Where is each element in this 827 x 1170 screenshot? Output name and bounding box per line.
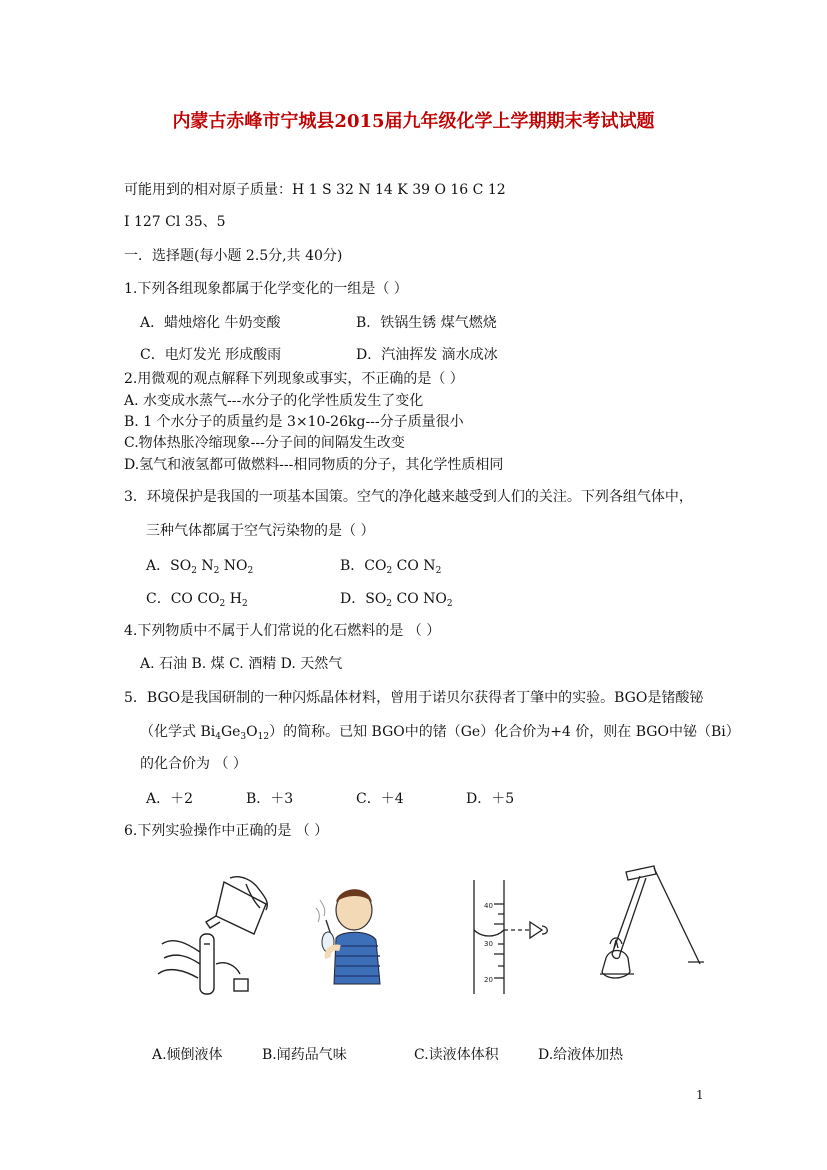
heating-liquid-illustration <box>594 862 704 997</box>
question-3-option-c: C．CO $CO_2$ $H_2$ <box>146 591 248 609</box>
question-2-stem: 2.用微观的观点解释下列现象或事实，不正确的是（ ） <box>124 371 464 387</box>
section-heading: 一．选择题(每小题 2.5分,共 40分) <box>124 248 343 264</box>
reading-volume-illustration <box>464 874 554 999</box>
question-4-stem: 4.下列物质中不属于人们常说的化石燃料的是 （ ） <box>124 623 441 639</box>
question-3-option-a: A．$SO_2$ $N_2$ $NO_2$ <box>146 558 254 576</box>
question-4-options: A. 石油 B. 煤 C. 酒精 D. 天然气 <box>140 656 343 672</box>
question-6-stem: 6.下列实验操作中正确的是 （ ） <box>124 823 329 839</box>
atomic-mass-line-1: 可能用到的相对原子质量：H 1 S 32 N 14 K 39 O 16 C 12 <box>124 182 506 198</box>
question-3-option-b: B．$CO_2$ CO $N_2$ <box>340 558 442 576</box>
question-3-stem-line-2: 三种气体都属于空气污染物的是（ ） <box>146 523 375 539</box>
question-5-option-d: D．＋5 <box>466 791 515 807</box>
question-3-stem-line-1: 3．环境保护是我国的一项基本国策。空气的净化越来越受到人们的关注。下列各组气体中， <box>124 489 693 505</box>
question-1-option-a: A．蜡烛熔化 牛奶变酸 <box>140 315 281 331</box>
smelling-odor-illustration <box>312 880 392 992</box>
question-5-option-b: B．＋3 <box>246 791 294 807</box>
figure-caption-c: C.读液体体积 <box>414 1047 499 1063</box>
page-number: 1 <box>696 1088 704 1102</box>
question-3-option-d: D．$SO_2$ CO $NO_2$ <box>340 591 453 609</box>
question-1-option-d: D．汽油挥发 滴水成冰 <box>356 347 498 363</box>
question-2-option-c: C.物体热胀冷缩现象---分子间的间隔发生改变 <box>124 435 405 451</box>
question-5-option-a: A．＋2 <box>146 791 194 807</box>
question-1-stem: 1.下列各组现象都属于化学变化的一组是（ ） <box>124 281 408 297</box>
cylinder-tick-30: 30 <box>484 940 493 948</box>
question-5-stem-line-3: 的化合价为 （ ） <box>140 756 247 772</box>
experiment-figures <box>124 862 704 1012</box>
question-2-option-b: B. 1 个水分子的质量约是 3×10-26kg---分子质量很小 <box>124 414 464 430</box>
cylinder-tick-20: 20 <box>484 976 493 984</box>
figure-caption-d: D.给液体加热 <box>538 1047 624 1063</box>
question-2-option-d: D.氢气和液氢都可做燃料---相同物质的分子，其化学性质相同 <box>124 457 504 473</box>
atomic-mass-line-2: I 127 Cl 35、5 <box>124 214 226 230</box>
pouring-liquid-illustration <box>154 874 274 999</box>
question-5-stem-line-2: （化学式 $Bi_4Ge_3O_{12}$）的简称。已知 BGO中的锗（Ge）化合价为+4 价，则在 BGO中铋（Bi） <box>140 724 740 742</box>
cylinder-tick-40: 40 <box>484 902 493 910</box>
question-1-option-c: C．电灯发光 形成酸雨 <box>140 347 282 363</box>
question-2-option-a: A. 水变成水蒸气---水分子的化学性质发生了变化 <box>124 393 424 409</box>
question-5-stem-line-1: 5．BGO是我国研制的一种闪烁晶体材料，曾用于诺贝尔获得者丁肇中的实验。BGO是锗酸铋 <box>124 690 704 706</box>
figure-caption-a: A.倾倒液体 <box>152 1047 223 1063</box>
page-title: 内蒙古赤峰市宁城县2015届九年级化学上学期期末考试试题 <box>172 111 655 132</box>
question-5-option-c: C．＋4 <box>356 791 404 807</box>
question-1-option-b: B．铁锅生锈 煤气燃烧 <box>356 315 497 331</box>
figure-caption-b: B.闻药品气味 <box>262 1047 347 1063</box>
